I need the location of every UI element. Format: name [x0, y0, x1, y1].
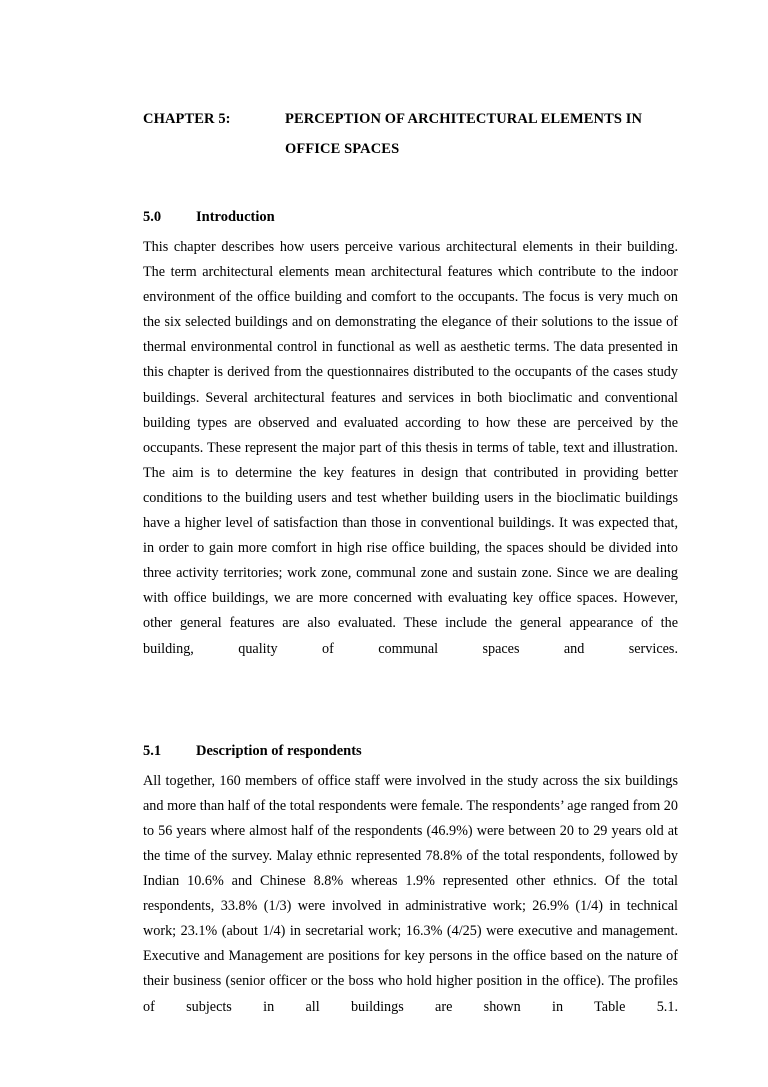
section-number-5-1: 5.1 — [143, 742, 162, 759]
chapter-title-line-2: OFFICE SPACES — [285, 141, 400, 157]
chapter-label: CHAPTER 5: — [143, 111, 231, 127]
spacer-5-0 — [143, 228, 678, 235]
section-heading-5-1 — [143, 740, 678, 762]
chapter-title-line-1: PERCEPTION OF ARCHITECTURAL ELEMENTS IN — [285, 111, 643, 127]
section-title-5-0: Introduction — [196, 209, 275, 225]
spacer-section-break — [143, 687, 678, 740]
section-number-5-0: 5.0 — [143, 209, 162, 225]
chapter-heading — [143, 104, 678, 164]
chapter-heading-line-1 — [143, 104, 678, 134]
section-5-0-paragraph-1: This chapter describes how users perceive various architectural elements in their building. The term architectural elements mean architectural features which contribute to the indoor environment of the office building and comfort to the occupants. The focus is very much on the six selected buildings and on demonstrating the elegance of their solutions to the issue of thermal environmental control in functional as well as aesthetic terms. The data presented in this chapter is derived from the questionnaires distributed to the occupants of the cases study buildings. Several architectural features and services in both bioclimatic and conventional building types are observed and evaluated according to how these are perceived by the occupants. These represent the major part of this thesis in terms of table, text and illustration. The aim is to determine the key features in design that contributed in providing better conditions to the building users and test whether building users in the bioclimatic buildings have a higher level of satisfaction than those in conventional buildings. It was expected that, in order to gain more comfort in high rise office building, the spaces should be divided into three activity territories; work zone, communal zone and sustain zone. Since we are dealing with office buildings, we are more concerned with evaluating key office spaces. However, other general features are also evaluated. These include the general appearance of the building, quality of communal spaces and services. — [143, 239, 678, 657]
spacer-title — [143, 164, 678, 206]
section-title-5-1: Description of respondents — [196, 742, 362, 759]
section-5-1-paragraph-1: All together, 160 members of office staff were involved in the study across the six buildings and more than half of the total respondents were female. The respondents’ age ranged from 20 to 56 years where almost half of the respondents (46.9%) were between 20 to 29 years old at the time of the survey. Malay ethnic represented 78.8% of the total respondents, followed by Indian 10.6% and Chinese 8.8% whereas 1.9% represented other ethnics. Of the total respondents, 33.8% (1/3) were involved in administrative work; 26.9% (1/4) in technical work; 23.1% (about 1/4) in secretarial work; 16.3% (4/25) were executive and management. Executive and Management are positions for key persons in the office based on the nature of their business (senior officer or the boss who hold higher position in the office). The profiles of subjects in all buildings are shown in Table 5.1. — [143, 772, 678, 1015]
spacer-5-1 — [143, 762, 678, 769]
section-heading-5-0 — [143, 206, 678, 228]
chapter-heading-line-2 — [143, 134, 678, 164]
page-content — [143, 104, 678, 1045]
